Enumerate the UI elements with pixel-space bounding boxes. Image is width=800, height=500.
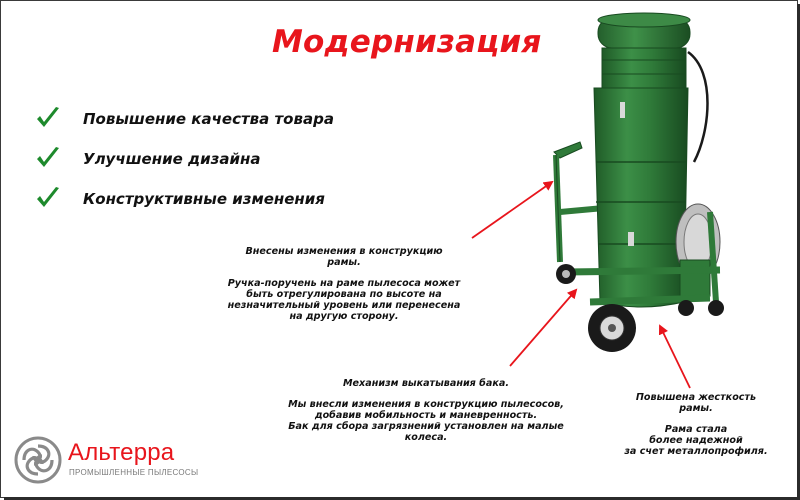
note-frame-line: незначительный уровень или перенесена	[227, 300, 461, 311]
vacuum-cleaner-image	[520, 12, 735, 360]
note-rigidity-line: Рама стала	[664, 424, 728, 435]
note-tank-line: Бак для сбора загрязнений установлен на малые	[288, 421, 564, 432]
benefit-text: Конструктивные изменения	[83, 190, 325, 208]
benefit-text: Повышение качества товара	[83, 110, 334, 128]
check-icon	[34, 184, 62, 212]
note-tank	[262, 378, 590, 443]
note-rigidity	[606, 392, 786, 457]
note-rigidity-line: Повышена жесткость	[635, 392, 757, 403]
brand-tagline: ПРОМЫШЛЕННЫЕ ПЫЛЕСОСЫ	[69, 468, 199, 477]
note-rigidity-line: за счет металлопрофиля.	[624, 446, 768, 457]
note-tank-line: Мы внесли изменения в конструкцию пылесосов,	[288, 399, 564, 410]
note-frame-line: Внесены изменения в конструкцию	[245, 246, 443, 257]
check-icon	[34, 104, 62, 132]
note-frame-line: быть отрегулирована по высоте на	[246, 289, 442, 300]
note-tank-line: добавив мобильность и маневренность.	[314, 410, 538, 421]
swirl-logo-icon	[14, 436, 62, 484]
brand-logo	[14, 436, 214, 486]
benefit-text: Улучшение дизайна	[83, 150, 261, 168]
note-frame	[196, 246, 492, 322]
slide-title: Модернизация	[272, 24, 542, 60]
note-frame-line: рамы.	[327, 257, 361, 268]
brand-name: Альтерра	[68, 439, 175, 466]
note-frame-line: Ручка-поручень на раме пылесоса может	[227, 278, 461, 289]
note-rigidity-line: более надежной	[649, 435, 743, 446]
note-tank-line: колеса.	[404, 432, 448, 443]
check-icon	[34, 144, 62, 172]
note-frame-line: на другую сторону.	[289, 311, 399, 322]
note-tank-heading: Механизм выкатывания бака.	[343, 378, 509, 389]
note-rigidity-line: рамы.	[679, 403, 713, 414]
